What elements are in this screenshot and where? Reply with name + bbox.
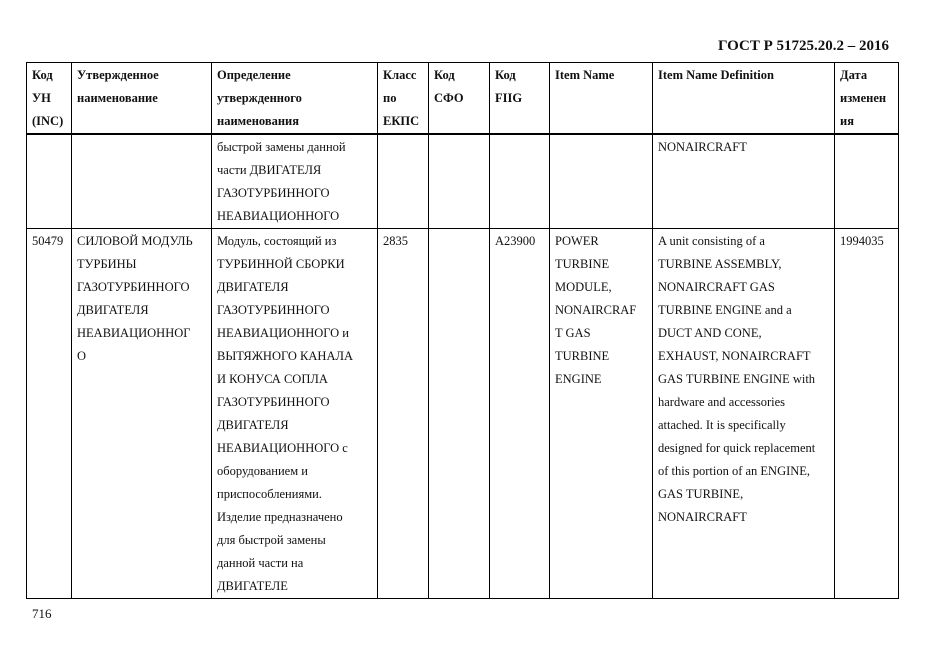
cell-item-name-definition: NONAIRCRAFT — [653, 134, 835, 229]
column-header-sfo-code: Код СФО — [429, 63, 490, 135]
column-header-ekps-class: Класс по ЕКПС — [378, 63, 429, 135]
cell-fiig-code: A23900 — [490, 229, 550, 599]
column-header-approved-name: Утвержденное наименование — [72, 63, 212, 135]
catalog-table — [26, 62, 899, 599]
cell-ekps-class: 2835 — [378, 229, 429, 599]
cell-change-date — [835, 134, 899, 229]
table-header-row — [27, 63, 899, 135]
column-header-item-name: Item Name — [550, 63, 653, 135]
cell-name-definition: быстрой замены данной части ДВИГАТЕЛЯ ГАЗОТУРБИННОГО НЕАВИАЦИОННОГО — [212, 134, 378, 229]
cell-item-name-definition: A unit consisting of a TURBINE ASSEMBLY, NONAIRCRAFT GAS TURBINE ENGINE and a DUCT AND CONE, EXHAUST, NONAIRCRAFT GAS TURBINE ENGINE with hardware and accessories attached. It is specifically designed for quick replacement of this portion of an ENGINE, GAS TURBINE, NONAIRCRAFT — [653, 229, 835, 599]
cell-approved-name: СИЛОВОЙ МОДУЛЬ ТУРБИНЫ ГАЗОТУРБИННОГО ДВИГАТЕЛЯ НЕАВИАЦИОННОГ О — [72, 229, 212, 599]
cell-item-name — [550, 134, 653, 229]
column-header-fiig-code: Код FIIG — [490, 63, 550, 135]
cell-inc-code: 50479 — [27, 229, 72, 599]
column-header-inc-code: Код УН (INC) — [27, 63, 72, 135]
table-row — [27, 229, 899, 599]
document-header: ГОСТ Р 51725.20.2 – 2016 — [717, 38, 889, 54]
cell-inc-code — [27, 134, 72, 229]
cell-approved-name — [72, 134, 212, 229]
column-header-name-definition: Определение утвержденного наименования — [212, 63, 378, 135]
column-header-change-date: Дата изменен ия — [835, 63, 899, 135]
cell-sfo-code — [429, 134, 490, 229]
cell-change-date: 1994035 — [835, 229, 899, 599]
cell-ekps-class — [378, 134, 429, 229]
page-number: 716 — [32, 606, 52, 621]
cell-item-name: POWER TURBINE MODULE, NONAIRCRAF T GAS TURBINE ENGINE — [550, 229, 653, 599]
cell-fiig-code — [490, 134, 550, 229]
column-header-item-name-definition: Item Name Definition — [653, 63, 835, 135]
table-row — [27, 134, 899, 229]
cell-name-definition: Модуль, состоящий из ТУРБИННОЙ СБОРКИ ДВИГАТЕЛЯ ГАЗОТУРБИННОГО НЕАВИАЦИОННОГО и ВЫТЯЖНОГО КАНАЛА И КОНУСА СОПЛА ГАЗОТУРБИННОГО ДВИГАТЕЛЯ НЕАВИАЦИОННОГО с оборудованием и приспособлениями. Изделие предназначено для быстрой замены данной части на ДВИГАТЕЛЕ — [212, 229, 378, 599]
cell-sfo-code — [429, 229, 490, 599]
